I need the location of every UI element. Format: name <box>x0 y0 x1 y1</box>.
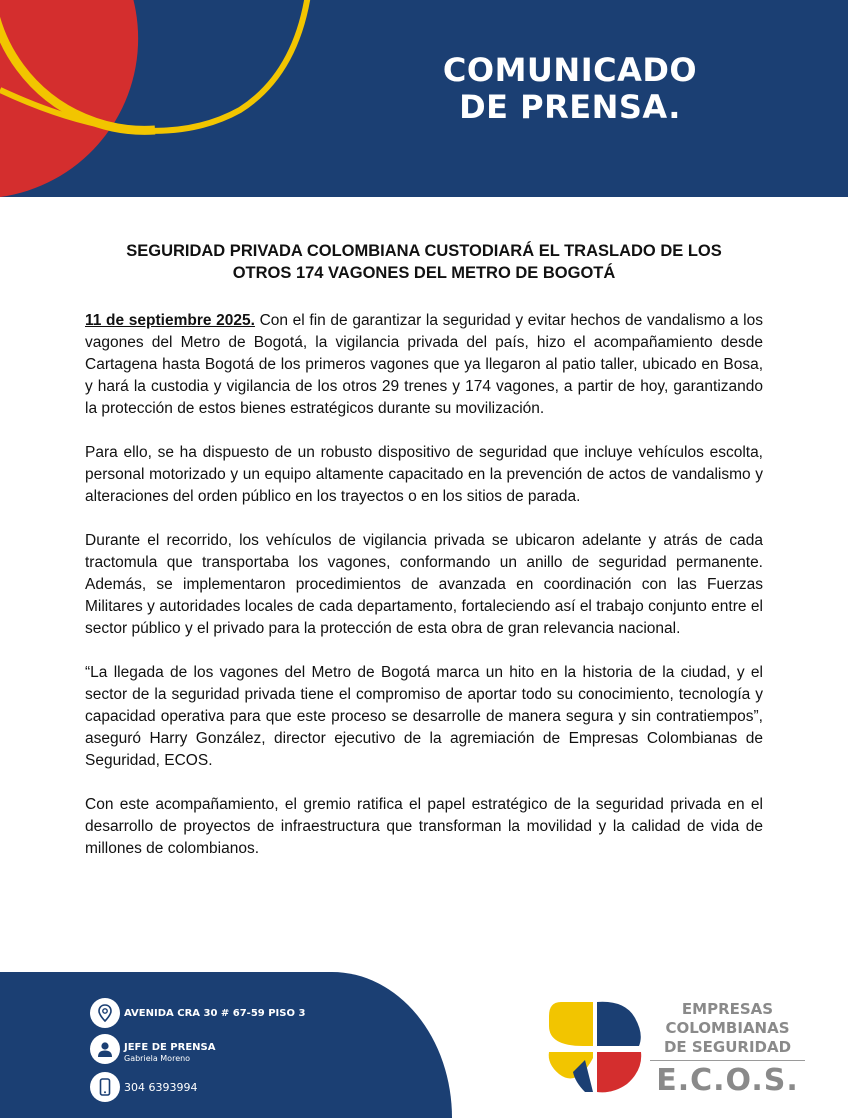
header-title-line1: COMUNICADO <box>442 51 698 89</box>
phone-icon <box>90 1072 120 1102</box>
logo-line1: EMPRESAS <box>681 1000 774 1018</box>
paragraph-3: Durante el recorrido, los vehículos de vigilancia privada se ubicaron adelante y atrás de cada tractomula que transportaba los vagones, conformando un anillo de seguridad permanente. Además, se implementaron procedimientos de avanzada en coordinación con las Fuerzas Militares y autoridades locales de cada departamento, fortaleciendo así el trabajo conjunto entre el sector público y el privado para la protección de esta obra de gran relevancia nacional. <box>85 532 763 637</box>
decorative-arcs <box>0 0 360 197</box>
logo-line3: DE SEGURIDAD <box>663 1038 792 1056</box>
paragraph-1-text: Con el fin de garantizar la seguridad y evitar hechos de vandalismo a los vagones del Metro de Bogotá, la vigilancia privada del país, hizo el acompañamiento desde Cartagena hasta Bogotá de los primeros vagones que ya llegaron al patio taller, ubicado en Bosa, y hará la custodia y vigilancia de los otros 29 trenes y 174 vagones, a partir de hoy, garantizando la protección de estos bienes estratégicos durante su movilización. <box>85 312 763 417</box>
headline-line2: OTROS 174 VAGONES DEL METRO DE BOGOTÁ <box>232 264 616 282</box>
article-date: 11 de septiembre 2025. <box>85 312 255 329</box>
press-role: JEFE DE PRENSA <box>124 1042 216 1053</box>
footer-address-row <box>90 998 305 1028</box>
footer-phone-row <box>90 1072 197 1102</box>
footer-press-contact <box>124 1035 215 1063</box>
paragraph-2: Para ello, se ha dispuesto de un robusto dispositivo de seguridad que incluye vehículos escolta, personal motorizado y un equipo altamente capacitado en la prevención de actos de vandalismo y alteraciones del orden público en los trayectos o en los sitios de parada. <box>85 444 763 505</box>
ecos-logo-mark <box>545 998 645 1096</box>
article-headline <box>85 240 763 284</box>
footer-press-row <box>90 1034 215 1064</box>
logo-navy-petal <box>597 1002 641 1046</box>
person-icon <box>90 1034 120 1064</box>
logo-divider <box>650 1060 805 1061</box>
footer-contact <box>0 972 452 1118</box>
paragraph-5: Con este acompañamiento, el gremio ratifica el papel estratégico de la seguridad privada en el desarrollo de proyectos de infraestructura que transforman la movilidad y la calidad de vida de millones de colombianos. <box>85 796 763 857</box>
logo-yellow-petal <box>549 1002 593 1046</box>
paragraph-1 <box>85 310 763 420</box>
footer-address: AVENIDA CRA 30 # 67-59 PISO 3 <box>124 1007 306 1019</box>
logo-red-petal <box>597 1052 641 1092</box>
footer-phone: 304 6393994 <box>124 1080 198 1094</box>
press-name: Gabriela Moreno <box>124 1054 191 1063</box>
location-pin-icon <box>90 998 120 1028</box>
paragraph-4: “La llegada de los vagones del Metro de Bogotá marca un hito en la historia de la ciudad, y el sector de la seguridad privada tiene el compromiso de aportar todo su conocimiento, tecnología y capacidad operativa para que este proceso se desarrolle de manera segura y sin contratiempos”, aseguró Harry González, director ejecutivo de la agremiación de Empresas Colombianas de Seguridad, ECOS. <box>85 664 763 769</box>
article-body <box>85 240 763 882</box>
press-release-title <box>420 52 720 126</box>
header-banner <box>0 0 848 197</box>
logo-line2: COLOMBIANAS <box>665 1019 790 1037</box>
ecos-logo-text <box>650 1000 805 1097</box>
headline-line1: SEGURIDAD PRIVADA COLOMBIANA CUSTODIARÁ EL TRASLADO DE LOS <box>126 242 722 260</box>
header-title-line2: DE PRENSA. <box>459 88 681 126</box>
logo-acronym: E.C.O.S. <box>656 1063 799 1098</box>
